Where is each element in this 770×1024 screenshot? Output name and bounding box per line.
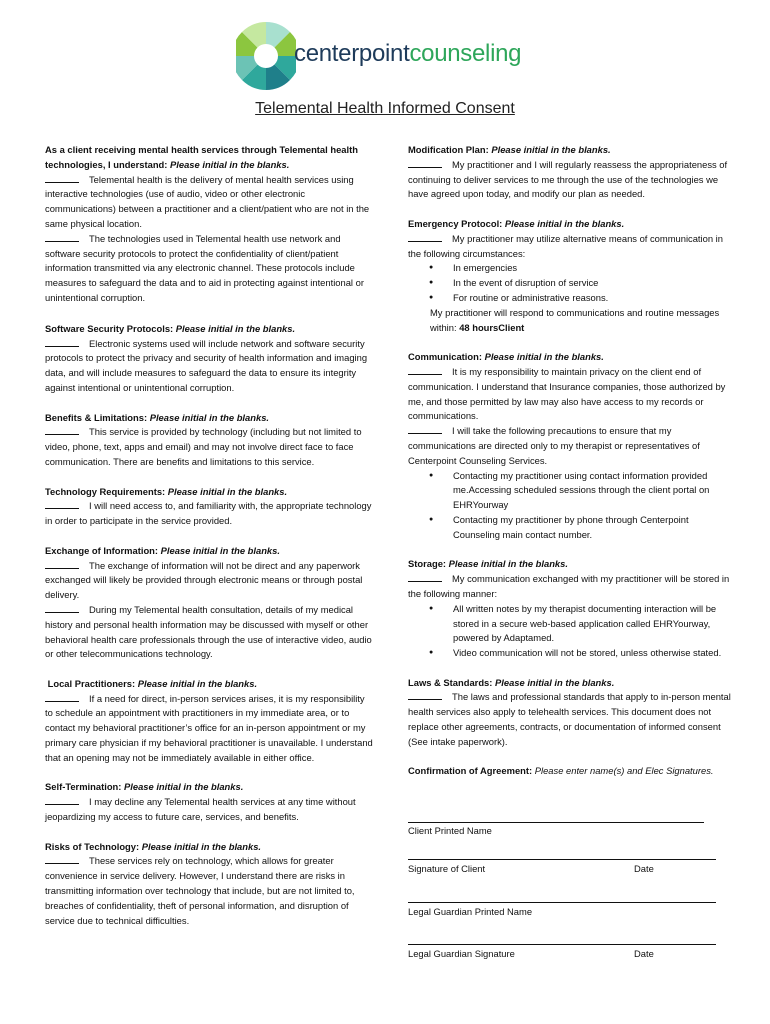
initial-blank[interactable]: [408, 158, 442, 168]
section-heading: Software Security Protocols: Please initial in the blanks.: [45, 322, 296, 334]
section-heading: Communication: Please initial in the blanks.: [408, 351, 604, 363]
section-exchange: Exchange of Information: Please initial in the blanks. The exchange of information will not be direct and any paperwork exchanged will likely be provided through electronic means or through postal delivery. During my Telemental health consultation, details of my medical history and personal health information may be discussed with myself or other behavioral health care professionals through the use of interactive video, audio or other telecommunications technology.: [45, 544, 375, 662]
confirmation-heading: Confirmation of Agreement: Please enter name(s) and Elec Signatures.: [408, 765, 714, 777]
section-software: Software Security Protocols: Please initial in the blanks. Electronic systems used will include network and software security protocols to protect the privacy and security of health information and imaging data, and will include measures to safeguard the data to ensure its integrity against intentional or unintentional corruption.: [45, 322, 375, 396]
section-heading: Technology Requirements: Please initial in the blanks.: [45, 485, 288, 497]
client-signature-field[interactable]: [408, 859, 716, 860]
initial-blank[interactable]: [408, 365, 442, 375]
initial-blank[interactable]: [45, 425, 79, 435]
list-item: ● In emergencies: [408, 261, 738, 276]
section-intro: As a client receiving mental health services through Telemental health technologies, I understand: Please initial in the blanks. Telemental health is the delivery of mental health services using interactive technologies (use of audio, video or other electronic communications) between a practitioner and a client/patient who are not in the same physical location. The technologies used in Telemental health use network and software security protocols to protect the confidentiality of client/patient information transmitted via any electronic channel. These protocols include measures to safeguard the data and to aid in protecting against intentional or unintentional corruption.: [45, 143, 375, 306]
initial-blank[interactable]: [45, 499, 79, 509]
logo-mark-icon: [236, 20, 296, 92]
section-heading: As a client receiving mental health services through Telemental health technologies, I understand: Please initial in the blanks.: [45, 144, 358, 170]
emergency-list: [408, 261, 738, 305]
left-column: [45, 143, 375, 943]
communication-list: [408, 469, 738, 543]
section-storage: Storage: Please initial in the blanks. My communication exchanged with my practitioner will be stored in the following manner: ● All written notes by my therapist documenting interaction will be stored in a secure web-based application called EHRYourway, powered by Adaptamed. ● Video communication will not be stored, unless otherwise stated.: [408, 557, 738, 661]
logo-wordmark: centerpointcounseling: [294, 40, 522, 67]
list-item: ● Contacting my practitioner using contact information provided me.Accessing scheduled sessions through the client portal on EHRYourway: [408, 469, 738, 513]
list-item: ● All written notes by my therapist documenting interaction will be stored in a secure web-based application called EHRYourway, powered by Adaptamed.: [408, 602, 738, 646]
initial-blank[interactable]: [408, 424, 442, 434]
company-logo: [236, 20, 526, 92]
guardian-printed-name-label: Legal Guardian Printed Name: [408, 906, 533, 917]
initial-blank[interactable]: [45, 337, 79, 347]
storage-list: [408, 602, 738, 661]
section-tech-requirements: Technology Requirements: Please initial in the blanks. I will need access to, and familiarity with, the appropriate technology in order to participate in the service provided.: [45, 485, 375, 529]
section-heading: Local Practitioners: Please initial in the blanks.: [47, 677, 258, 689]
client-printed-name-field[interactable]: [408, 822, 704, 823]
section-laws: Laws & Standards: Please initial in the blanks. The laws and professional standards that apply to in-person mental health services also apply to telehealth services. This document does not replace other agreements, contracts, or documentation of informed consent (See intake paperwork).: [408, 676, 738, 750]
initial-blank[interactable]: [45, 854, 79, 864]
date-label: Date: [634, 948, 654, 959]
initial-blank[interactable]: [408, 232, 442, 242]
initial-blank[interactable]: [45, 232, 79, 242]
list-item: ● For routine or administrative reasons.: [408, 291, 738, 306]
section-heading: Emergency Protocol: Please initial in the blanks.: [408, 217, 625, 229]
guardian-printed-name-field[interactable]: [408, 902, 716, 903]
section-heading: Laws & Standards: Please initial in the blanks.: [408, 676, 615, 688]
section-modification: Modification Plan: Please initial in the blanks. My practitioner and I will regularly reassess the appropriateness of continuing to deliver services to me through the use of the technologies we have agreed upon today, and modify our plan as needed.: [408, 143, 738, 202]
initial-blank[interactable]: [45, 692, 79, 702]
page-title: Telemental Health Informed Consent: [255, 100, 515, 117]
section-risks: Risks of Technology: Please initial in the blanks. These services rely on technology, which allows for greater convenience in service delivery. However, I understand there are risks in transmitting information over technology that include, but are not limited to, breaches of confidentiality, theft of personal information, and disruption of service due to technical difficulties.: [45, 840, 375, 929]
section-benefits: Benefits & Limitations: Please initial in the blanks. This service is provided by technology (including but not limited to video, phone, text, apps and email) and may not involve direct face to face communication. There are benefits and limitations to this service.: [45, 411, 375, 470]
initial-blank[interactable]: [45, 795, 79, 805]
initial-blank[interactable]: [45, 559, 79, 569]
section-heading: Self-Termination: Please initial in the blanks.: [45, 781, 244, 793]
section-communication: Communication: Please initial in the blanks. It is my responsibility to maintain privacy on the client end of communication. I understand that Insurance companies, those authorized by me, and those permitted by law may also have access to my records or communications. I will take the following precautions to ensure that my communications are directed only to my therapist or representatives of Centerpoint Counseling Services. ● Contacting my practitioner using contact information provided me.Accessing scheduled sessions through the client portal on EHRYourway ● Contacting my practitioner by phone through Centerpoint Counseling main contact number.: [408, 350, 738, 542]
initial-blank[interactable]: [408, 572, 442, 582]
section-emergency: Emergency Protocol: Please initial in the blanks. My practitioner may utilize alternative means of communication in the following circumstances: ● In emergencies ● In the event of disruption of service ● For routine or administrative reasons. My practitioner will respond to communications and routine messages within: 48 hoursClient: [408, 217, 738, 335]
initial-blank[interactable]: [45, 173, 79, 183]
guardian-signature-field[interactable]: [408, 944, 716, 945]
guardian-signature-label: Legal Guardian Signature: [408, 948, 515, 959]
client-printed-name-label: Client Printed Name: [408, 825, 492, 836]
initial-blank[interactable]: [408, 690, 442, 700]
section-heading: Modification Plan: Please initial in the blanks.: [408, 144, 611, 155]
right-column: [408, 143, 738, 794]
client-signature-label: Signature of Client: [408, 863, 486, 874]
initial-blank[interactable]: [45, 603, 79, 613]
section-heading: Risks of Technology: Please initial in the blanks.: [45, 840, 262, 852]
list-item: ● In the event of disruption of service: [408, 276, 738, 291]
date-label: Date: [634, 863, 654, 874]
section-local-practitioners: Local Practitioners: Please initial in the blanks. If a need for direct, in-person services arises, it is my responsibility to schedule an appointment with practitioners in my immediate area, or to contact my behavioral practitioner’s office for an in-person appointment or my primary care physician if my behavioral practitioner is unavailable. I understand that an opening may not be immediately available in either office.: [45, 677, 375, 766]
section-heading: Benefits & Limitations: Please initial in the blanks.: [45, 411, 270, 423]
section-self-termination: Self-Termination: Please initial in the blanks. I may decline any Telemental health services at any time without jeopardizing my access to future care, services, and benefits.: [45, 780, 375, 824]
section-heading: Storage: Please initial in the blanks.: [408, 558, 568, 570]
list-item: ● Video communication will not be stored, unless otherwise stated.: [408, 646, 738, 661]
list-item: ● Contacting my practitioner by phone through Centerpoint Counseling main contact number.: [408, 513, 738, 543]
section-heading: Exchange of Information: Please initial in the blanks.: [45, 544, 280, 556]
